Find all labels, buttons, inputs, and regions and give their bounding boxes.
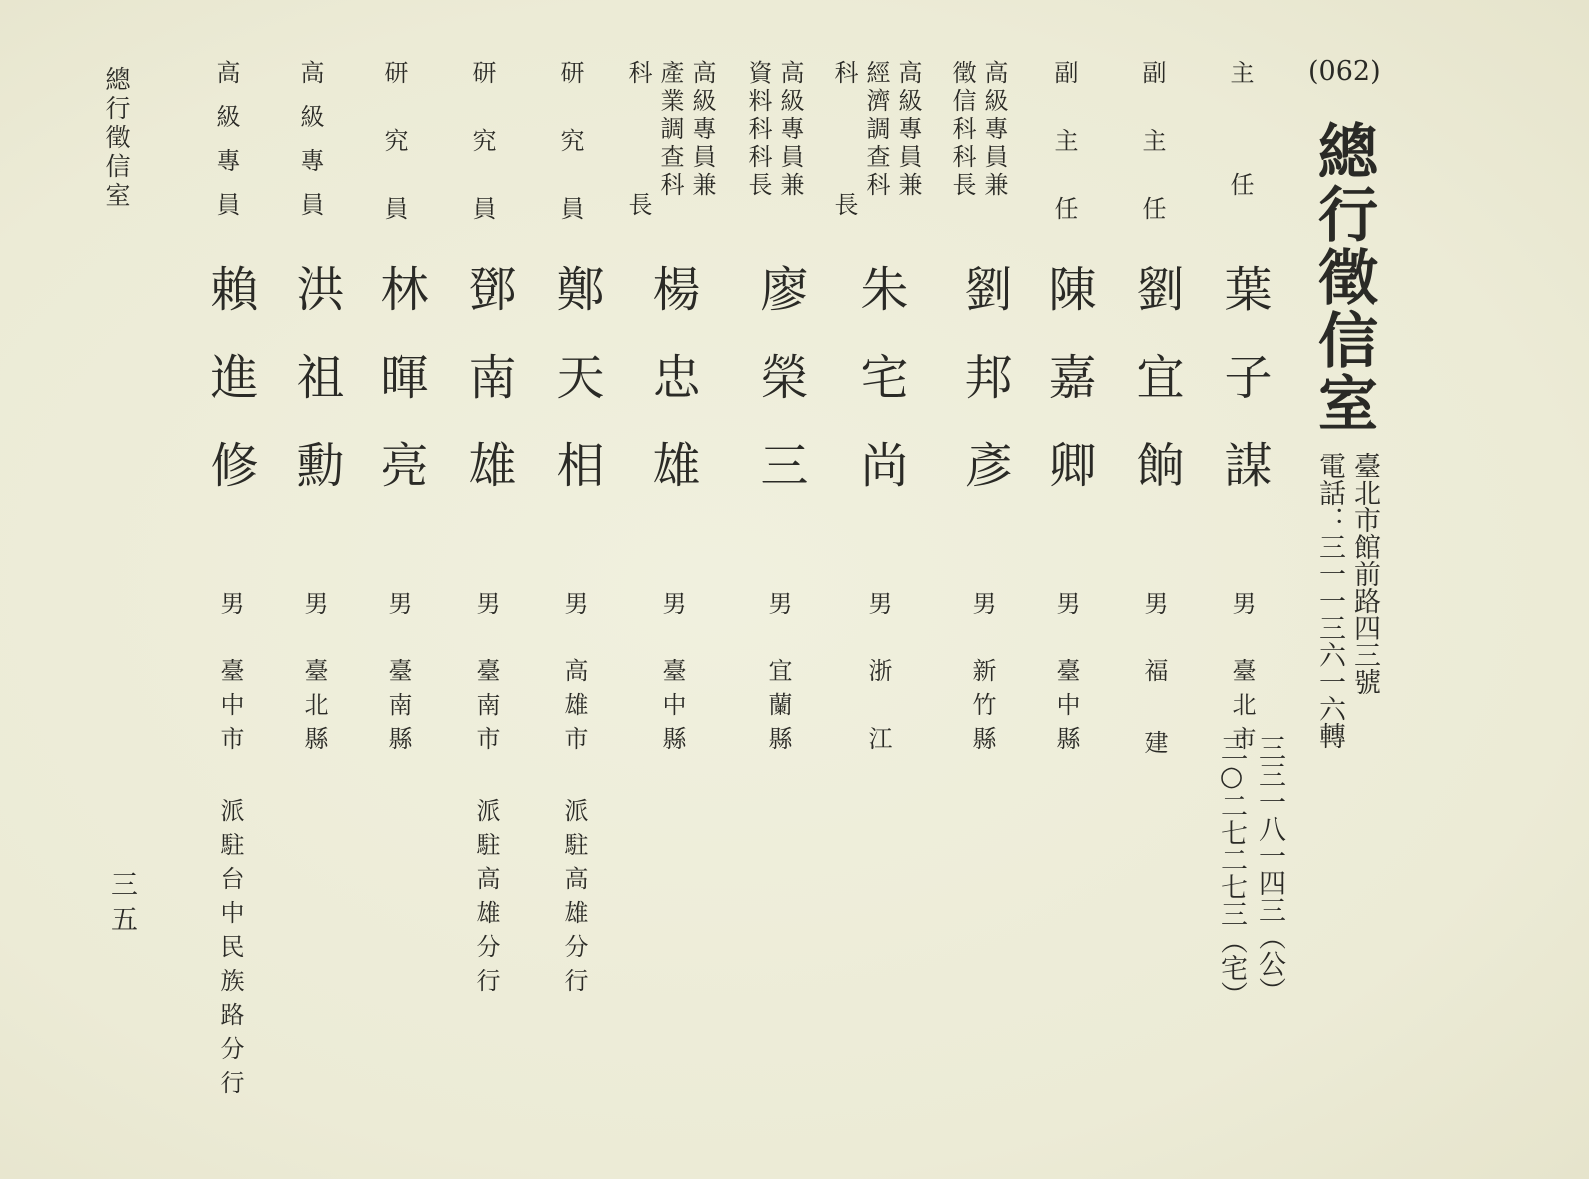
staff-title: 高級專員: [296, 60, 324, 236]
staff-entry: [288, 60, 344, 760]
staff-gender: 男: [472, 591, 500, 617]
staff-name: 葉子謀: [1216, 264, 1272, 528]
staff-gender: 男: [658, 591, 686, 617]
staff-name: 劉宜餉: [1128, 264, 1184, 528]
staff-title: 高級專員兼: [894, 60, 922, 200]
staff-title: 高級專員兼: [688, 60, 716, 200]
staff-note: 派駐台中民族路分行: [216, 798, 244, 1104]
staff-origin: 浙江: [864, 658, 892, 794]
staff-note: 派駐高雄分行: [472, 798, 500, 1002]
staff-gender: 男: [384, 591, 412, 617]
staff-origin: 臺中市: [216, 658, 244, 760]
staff-entry: [624, 60, 724, 760]
staff-name: 洪祖勳: [288, 264, 344, 528]
phone-office: 三三一八一四三（公）: [1254, 734, 1285, 1004]
side-title: 總行徵信室: [102, 66, 131, 211]
staff-gender: 男: [864, 591, 892, 617]
staff-origin: 宜蘭縣: [764, 658, 792, 760]
staff-title: 科長: [624, 60, 652, 324]
staff-entry: [548, 60, 604, 1002]
staff-origin: 臺中縣: [1052, 658, 1080, 760]
address: 臺北市館前路四三號: [1349, 452, 1380, 695]
staff-gender: 男: [968, 591, 996, 617]
staff-title: 資料科科長: [744, 60, 772, 200]
staff-origin: 臺南市: [472, 658, 500, 760]
staff-title: 高級專員兼: [776, 60, 804, 200]
staff-gender: 男: [216, 591, 244, 617]
staff-title: 高級專員: [212, 60, 240, 236]
staff-origin: 臺北市: [1228, 658, 1256, 760]
staff-title: 徵信科科長: [948, 60, 976, 200]
staff-gender: 男: [560, 591, 588, 617]
staff-entry: [1128, 60, 1184, 802]
staff-entry: [460, 60, 516, 1002]
staff-gender: 男: [300, 591, 328, 617]
staff-entry: [1040, 60, 1096, 760]
staff-title: 研究員: [556, 60, 584, 264]
staff-title: 副主任: [1050, 60, 1078, 264]
page-number: 三五: [106, 870, 137, 940]
staff-name: 朱宅尚: [852, 264, 908, 528]
staff-name: 陳嘉卿: [1040, 264, 1096, 528]
staff-entry: [744, 60, 824, 760]
page-code: (062): [1308, 56, 1381, 87]
staff-origin: 福建: [1140, 658, 1168, 802]
staff-name: 楊忠雄: [644, 264, 700, 528]
staff-gender: 男: [1228, 591, 1256, 617]
staff-title: 經濟調查科: [862, 60, 890, 200]
staff-entry: [948, 60, 1028, 760]
staff-entry: [202, 60, 258, 1104]
staff-name: 鄭天相: [548, 264, 604, 528]
staff-title: 產業調查科: [656, 60, 684, 200]
page-heading: 總行徵信室: [1308, 120, 1378, 435]
staff-name: 劉邦彥: [956, 264, 1012, 528]
staff-origin: 高雄市: [560, 658, 588, 760]
staff-gender: 男: [764, 591, 792, 617]
staff-name: 鄧南雄: [460, 264, 516, 528]
staff-origin: 臺中縣: [658, 658, 686, 760]
staff-origin: 臺北縣: [300, 658, 328, 760]
staff-title: 科長: [830, 60, 858, 324]
staff-title: 主任: [1226, 60, 1254, 284]
phone-home: 三○二七二七三（宅）: [1216, 734, 1247, 1008]
staff-title: 研究員: [380, 60, 408, 264]
staff-note: 派駐高雄分行: [560, 798, 588, 1002]
staff-origin: 臺南縣: [384, 658, 412, 760]
staff-title: 高級專員兼: [980, 60, 1008, 200]
staff-name: 賴進修: [202, 264, 258, 528]
staff-entry: [830, 60, 930, 794]
staff-title: 副主任: [1138, 60, 1166, 264]
staff-gender: 男: [1140, 591, 1168, 617]
staff-entry: [1216, 60, 1272, 760]
staff-title: 研究員: [468, 60, 496, 264]
staff-name: 林暉亮: [372, 264, 428, 528]
staff-gender: 男: [1052, 591, 1080, 617]
staff-origin: 新竹縣: [968, 658, 996, 760]
staff-entry: [372, 60, 428, 760]
telephone: 電話：三一一三六一六轉: [1314, 452, 1345, 749]
staff-name: 廖榮三: [752, 264, 808, 528]
